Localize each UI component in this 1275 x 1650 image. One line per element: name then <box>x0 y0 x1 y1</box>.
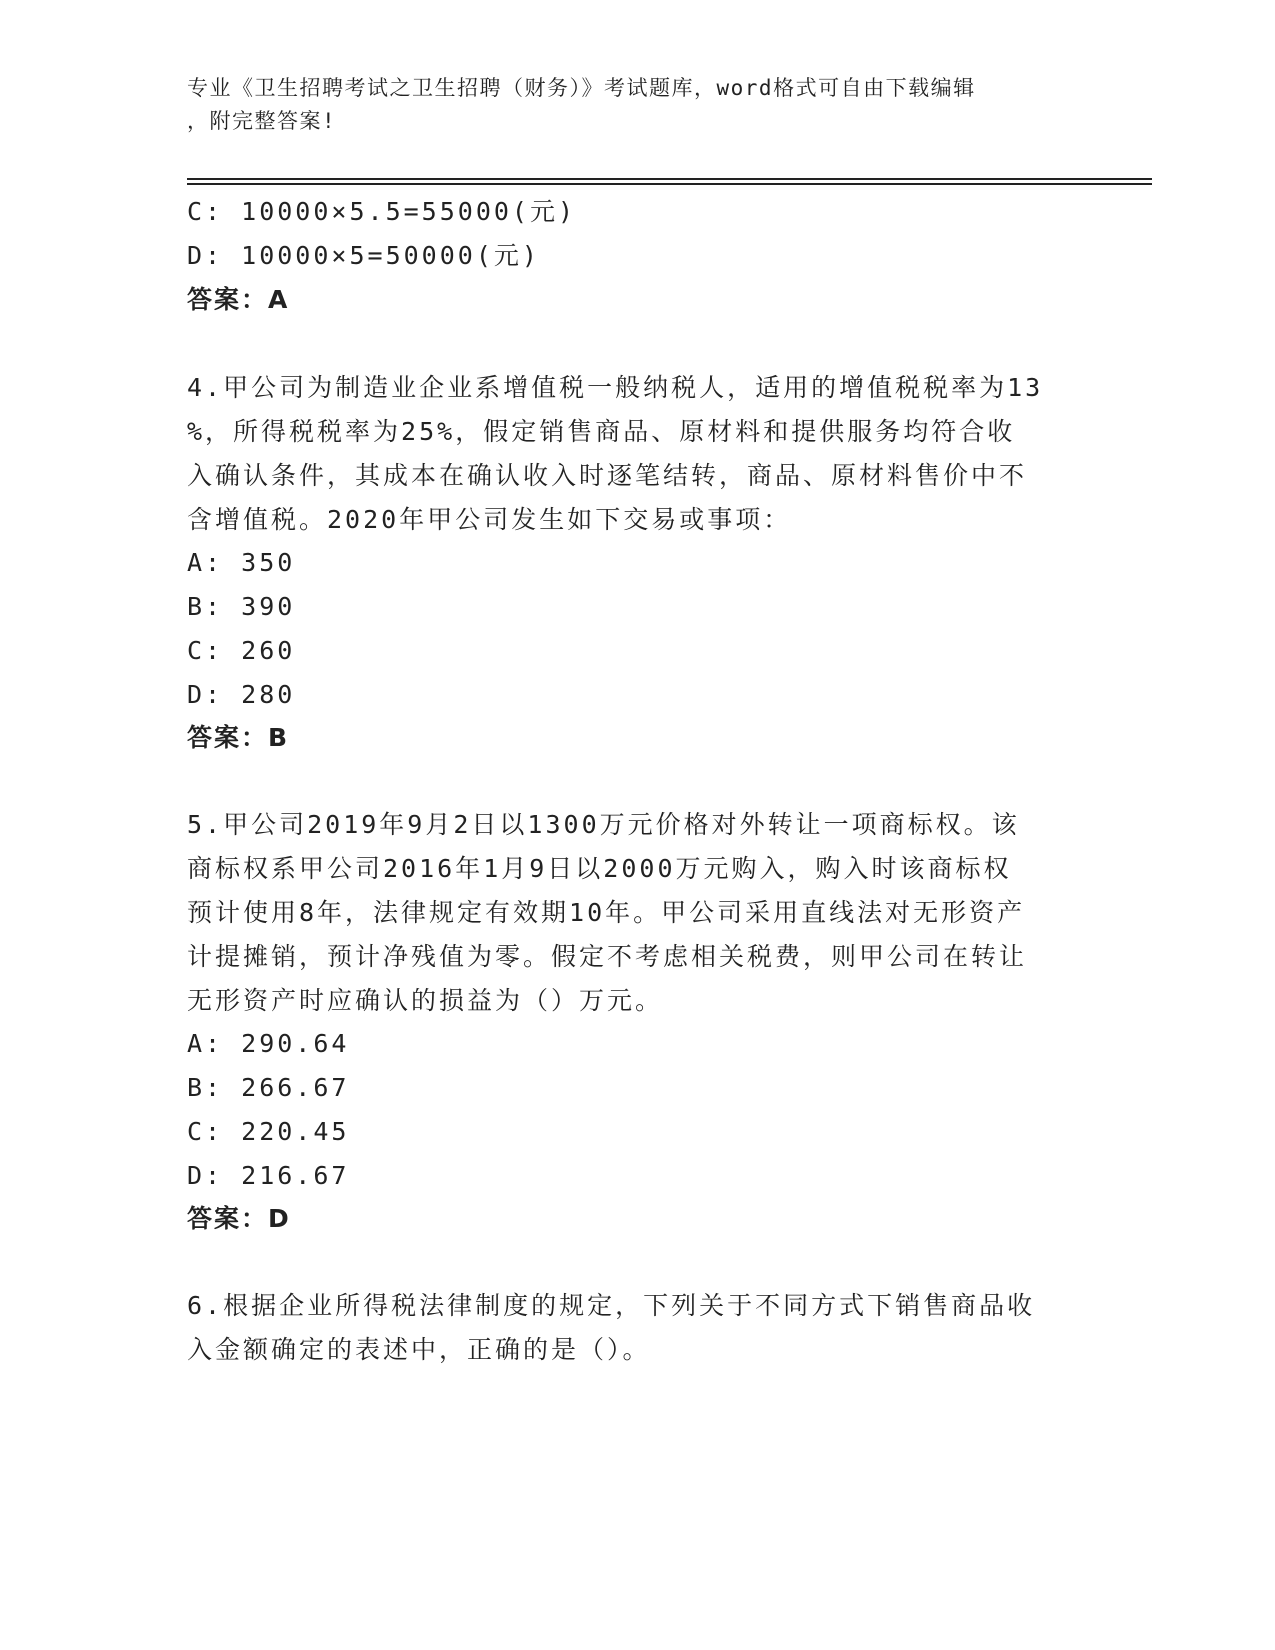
header-divider-top <box>187 178 1152 180</box>
q3-answer: 答案：A <box>187 285 290 314</box>
q4-option-d: D: 280 <box>187 680 296 709</box>
q3-option-c: C: 10000×5.5=55000(元) <box>187 197 577 226</box>
q6-text-line: 6.根据企业所得税法律制度的规定，下列关于不同方式下销售商品收 <box>187 1291 1036 1320</box>
q4-option-c: C: 260 <box>187 636 296 665</box>
q5-answer: 答案：D <box>187 1204 291 1233</box>
q4-text-line: 入确认条件，其成本在确认收入时逐笔结转，商品、原材料售价中不 <box>187 461 1028 490</box>
q5-text-line: 商标权系甲公司2016年1月9日以2000万元购入，购入时该商标权 <box>187 854 1012 883</box>
q5-text-line: 5.甲公司2019年9月2日以1300万元价格对外转让一项商标权。该 <box>187 810 1020 839</box>
q4-text-line: %，所得税税率为25%，假定销售商品、原材料和提供服务均符合收 <box>187 417 1016 446</box>
q4-text-line: 4.甲公司为制造业企业系增值税一般纳税人，适用的增值税税率为13 <box>187 373 1044 402</box>
q5-option-a: A: 290.64 <box>187 1029 350 1058</box>
header-line-1: 专业《卫生招聘考试之卫生招聘（财务）》考试题库，word格式可自由下载编辑 <box>187 76 976 100</box>
q5-text-line: 计提摊销，预计净残值为零。假定不考虑相关税费，则甲公司在转让 <box>187 942 1028 971</box>
q5-option-b: B: 266.67 <box>187 1073 350 1102</box>
q4-text-line: 含增值税。2020年甲公司发生如下交易或事项： <box>187 505 792 534</box>
q3-option-d: D: 10000×5=50000(元) <box>187 241 540 270</box>
q5-text-line: 无形资产时应确认的损益为（）万元。 <box>187 986 664 1015</box>
q6-text-line: 入金额确定的表述中，正确的是（）。 <box>187 1335 651 1364</box>
q5-option-d: D: 216.67 <box>187 1161 350 1190</box>
q5-text-line: 预计使用8年，法律规定有效期10年。甲公司采用直线法对无形资产 <box>187 898 1026 927</box>
header-line-2: ，附完整答案! <box>187 109 337 133</box>
document-header <box>187 72 1067 138</box>
header-divider-bottom <box>187 183 1152 185</box>
q5-option-c: C: 220.45 <box>187 1117 350 1146</box>
q4-option-a: A: 350 <box>187 548 296 577</box>
q4-option-b: B: 390 <box>187 592 296 621</box>
q4-answer: 答案：B <box>187 723 290 752</box>
